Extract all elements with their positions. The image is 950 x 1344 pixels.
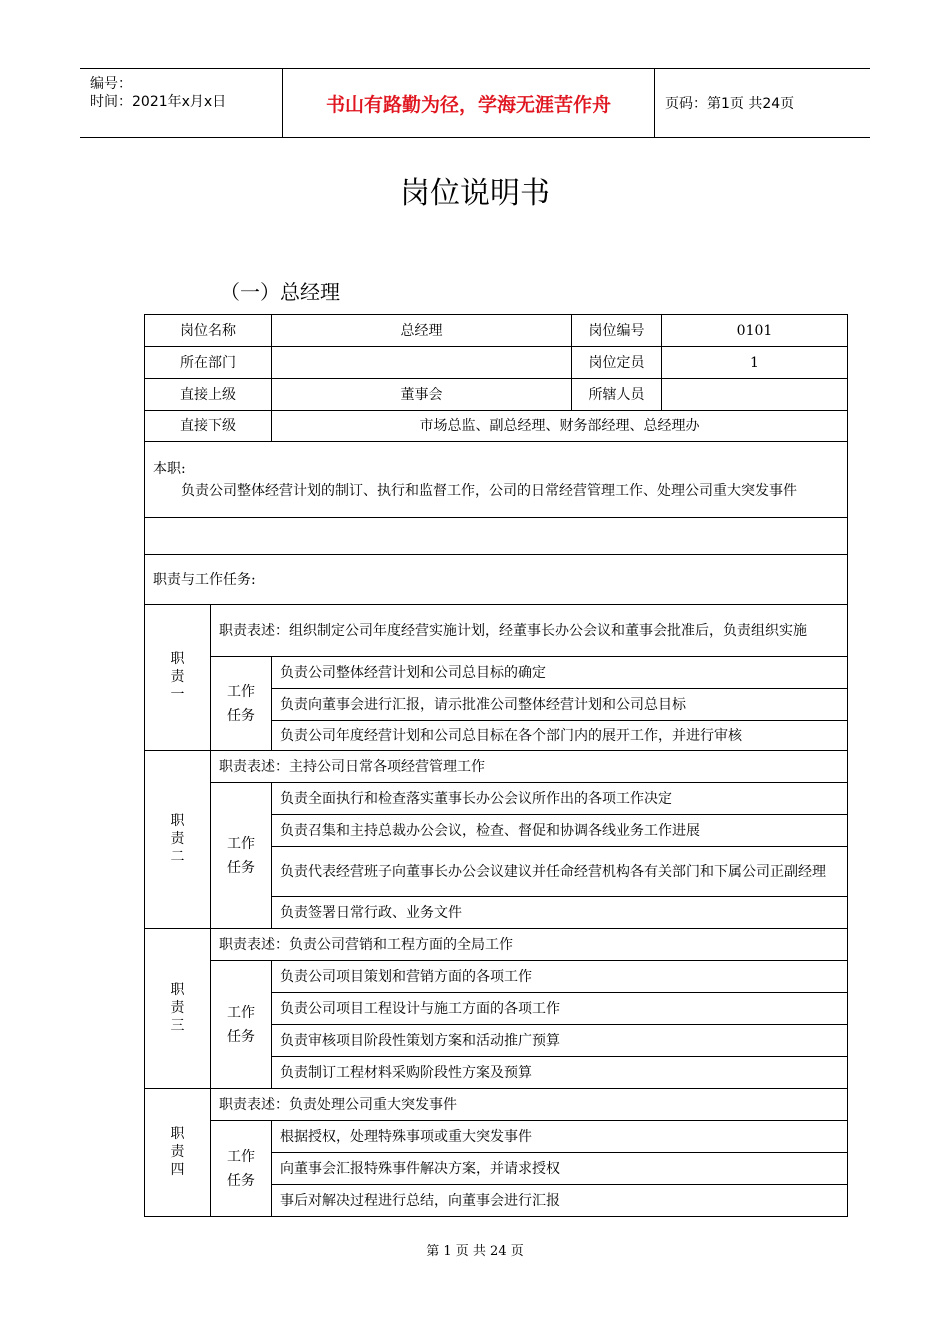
position-name-value: 总经理: [272, 315, 572, 347]
duties-header: 职责与工作任务:: [145, 555, 848, 605]
headcount-label: 岗位定员: [572, 347, 662, 379]
document-header: [80, 68, 870, 138]
number-label: 编号：: [90, 76, 132, 92]
work-task-label: 工作任务: [211, 961, 272, 1089]
section-title: （一）总经理: [220, 280, 340, 304]
work-task-item: 负责代表经营班子向董事长办公会议建议并任命经营机构各有关部门和下属公司正副经理: [272, 847, 848, 897]
department-label: 所在部门: [145, 347, 272, 379]
position-code-value: 0101: [662, 315, 848, 347]
superior-label: 直接上级: [145, 379, 272, 411]
work-task-item: 事后对解决过程进行总结，向董事会进行汇报: [272, 1185, 848, 1217]
work-task-item: 负责制订工程材料采购阶段性方案及预算: [272, 1057, 848, 1089]
work-task-item: 负责公司项目工程设计与施工方面的各项工作: [272, 993, 848, 1025]
position-name-label: 岗位名称: [145, 315, 272, 347]
direct-reports-value: 市场总监、副总经理、财务部经理、总经理办: [272, 411, 848, 442]
duty-label: 职责二: [145, 751, 211, 929]
job-description-table: [144, 314, 848, 1217]
header-motto: 书山有路勤为径，学海无涯苦作舟: [282, 69, 655, 137]
time-text: 时间：2021年x月x日: [90, 94, 227, 110]
work-task-item: 负责全面执行和检查落实董事长办公会议所作出的各项工作决定: [272, 783, 848, 815]
duty-label: 职责三: [145, 929, 211, 1089]
work-task-label: 工作任务: [211, 657, 272, 751]
direct-reports-label: 直接下级: [145, 411, 272, 442]
summary-text: 负责公司整体经营计划的制订、执行和监督工作，公司的日常经营管理工作、处理公司重大突发事件: [181, 482, 797, 499]
duty-statement: 职责表述：负责处理公司重大突发事件: [211, 1089, 848, 1121]
superior-value: 董事会: [272, 379, 572, 411]
subordinates-count-label: 所辖人员: [572, 379, 662, 411]
page-footer: 第 1 页 共 24 页: [426, 1244, 524, 1259]
work-task-item: 负责向董事会进行汇报，请示批准公司整体经营计划和公司总目标: [272, 689, 848, 721]
duty-label: 职责四: [145, 1089, 211, 1217]
document-title: 岗位说明书: [400, 176, 550, 211]
duty-label: 职责一: [145, 605, 211, 751]
work-task-item: 负责签署日常行政、业务文件: [272, 897, 848, 929]
blank-row: [145, 518, 848, 555]
work-task-item: 负责公司整体经营计划和公司总目标的确定: [272, 657, 848, 689]
header-page-info: 页码：第1页 共24页: [665, 96, 795, 112]
duty-statement: 职责表述：负责公司营销和工程方面的全局工作: [211, 929, 848, 961]
department-value: [272, 347, 572, 379]
subordinates-count-value: [662, 379, 848, 411]
summary-cell: [145, 442, 848, 518]
work-task-item: 负责审核项目阶段性策划方案和活动推广预算: [272, 1025, 848, 1057]
work-task-item: 负责召集和主持总裁办公会议，检查、督促和协调各线业务工作进展: [272, 815, 848, 847]
header-meta: [80, 69, 282, 137]
position-code-label: 岗位编号: [572, 315, 662, 347]
duty-statement: 职责表述：主持公司日常各项经营管理工作: [211, 751, 848, 783]
duty-statement: 职责表述：组织制定公司年度经营实施计划，经董事长办公会议和董事会批准后，负责组织实施: [211, 605, 848, 657]
work-task-item: 负责公司年度经营计划和公司总目标在各个部门内的展开工作，并进行审核: [272, 721, 848, 751]
work-task-item: 向董事会汇报特殊事件解决方案，并请求授权: [272, 1153, 848, 1185]
work-task-label: 工作任务: [211, 783, 272, 929]
work-task-label: 工作任务: [211, 1121, 272, 1217]
summary-label: 本职:: [153, 460, 186, 477]
work-task-item: 根据授权，处理特殊事项或重大突发事件: [272, 1121, 848, 1153]
headcount-value: 1: [662, 347, 848, 379]
work-task-item: 负责公司项目策划和营销方面的各项工作: [272, 961, 848, 993]
